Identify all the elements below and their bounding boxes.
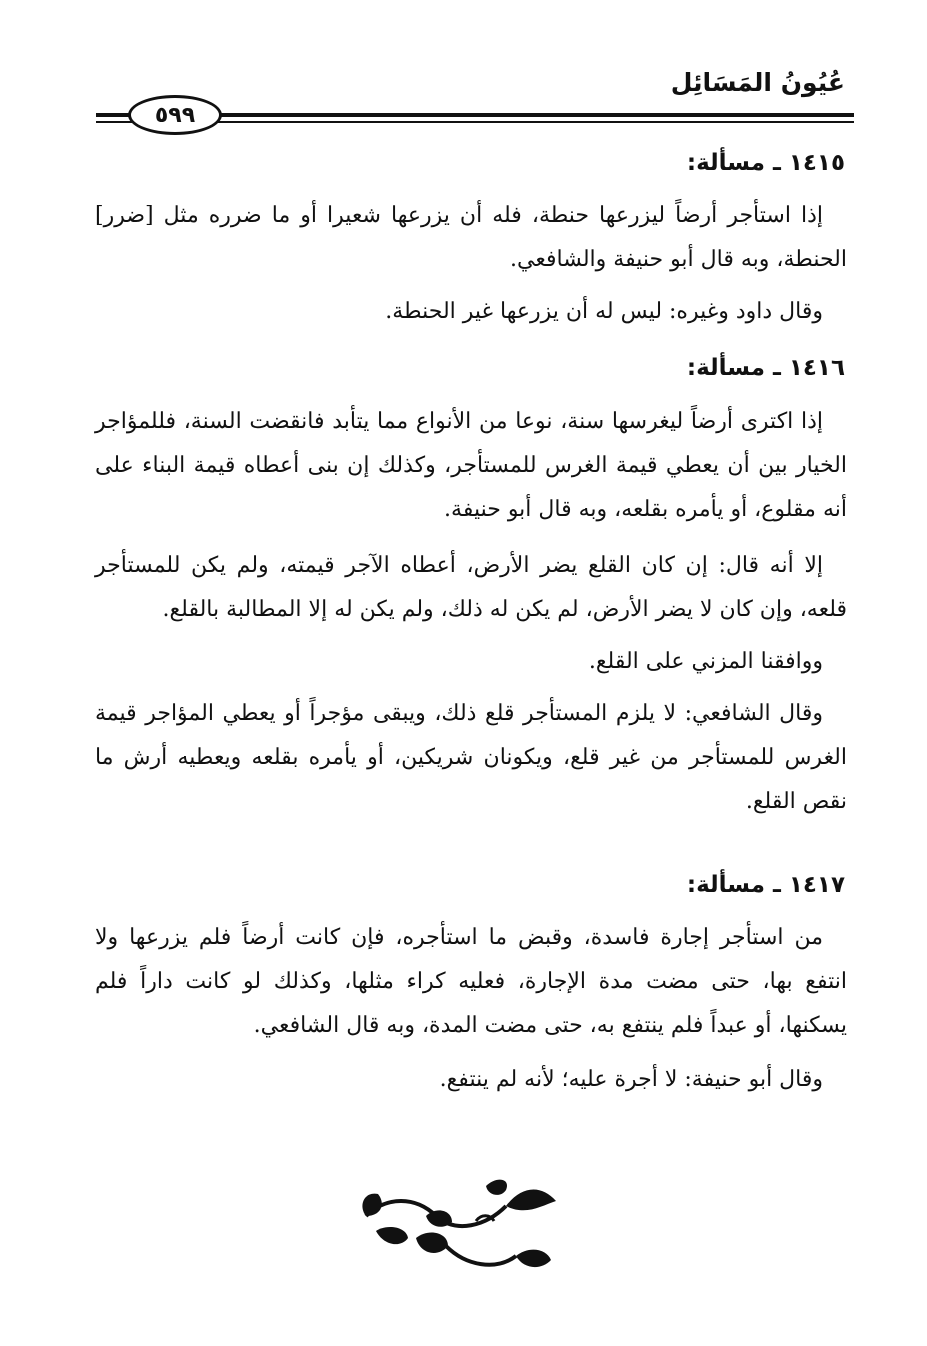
- paragraph: إلا أنه قال: إن كان القلع يضر الأرض، أعطاه الآجر قيمته، ولم يكن للمستأجر قلعه، وإن كان لا يضر الأرض، لم يكن له ذلك، ولم يكن له إلا المطالبة بالقلع.: [95, 553, 847, 622]
- paragraph: وقال داود وغيره: ليس له أن يزرعها غير الحنطة.: [385, 299, 823, 324]
- section-heading-1417: ١٤١٧ ـ مسألة:: [686, 872, 845, 898]
- floral-ornament: [356, 1176, 566, 1276]
- section-body-1417: [95, 916, 847, 1102]
- page-number: ٥٩٩: [128, 95, 222, 135]
- paragraph: وقال أبو حنيفة: لا أجرة عليه؛ لأنه لم ينتفع.: [439, 1067, 823, 1092]
- paragraph: ووافقنا المزني على القلع.: [588, 649, 823, 674]
- section-heading-1416: ١٤١٦ ـ مسألة:: [686, 355, 845, 381]
- section-body-1416: [95, 400, 847, 824]
- paragraph: وقال الشافعي: لا يلزم المستأجر قلع ذلك، ويبقى مؤجراً أو يعطي المؤاجر قيمة الغرس للمستأجر من غير قلع، ويكونان شريكين، أو يأمره بقلعه ويعطيه أرش ما نقص القلع.: [95, 701, 847, 814]
- section-body-1415: [95, 194, 847, 334]
- paragraph: إذا اكترى أرضاً ليغرسها سنة، نوعا من الأنواع مما يتأبد فانقضت السنة، فللمؤاجر الخيار بين أن يعطي قيمة الغرس للمستأجر، وكذلك إن بنى أعطاه قيمة البناء على أنه مقلوع، أو يأمره بقلعه، وبه قال أبو حنيفة.: [95, 409, 847, 522]
- paragraph: إذا استأجر أرضاً ليزرعها حنطة، فله أن يزرعها شعيرا أو ما ضرره مثل [ضرر] الحنطة، وبه قال أبو حنيفة والشافعي.: [95, 203, 847, 272]
- paragraph: من استأجر إجارة فاسدة، وقبض ما استأجره، فإن كانت أرضاً فلم يزرعها ولا انتفع بها، حتى مضت مدة الإجارة، فعليه كراء مثلها، وكذلك لو كانت داراً فلم يسكنها، أو عبداً فلم ينتفع به، حتى مضت المدة، وبه قال الشافعي.: [95, 925, 847, 1038]
- running-title: عُيُونُ المَسَائِل: [670, 68, 845, 97]
- section-heading-1415: ١٤١٥ ـ مسألة:: [686, 150, 845, 176]
